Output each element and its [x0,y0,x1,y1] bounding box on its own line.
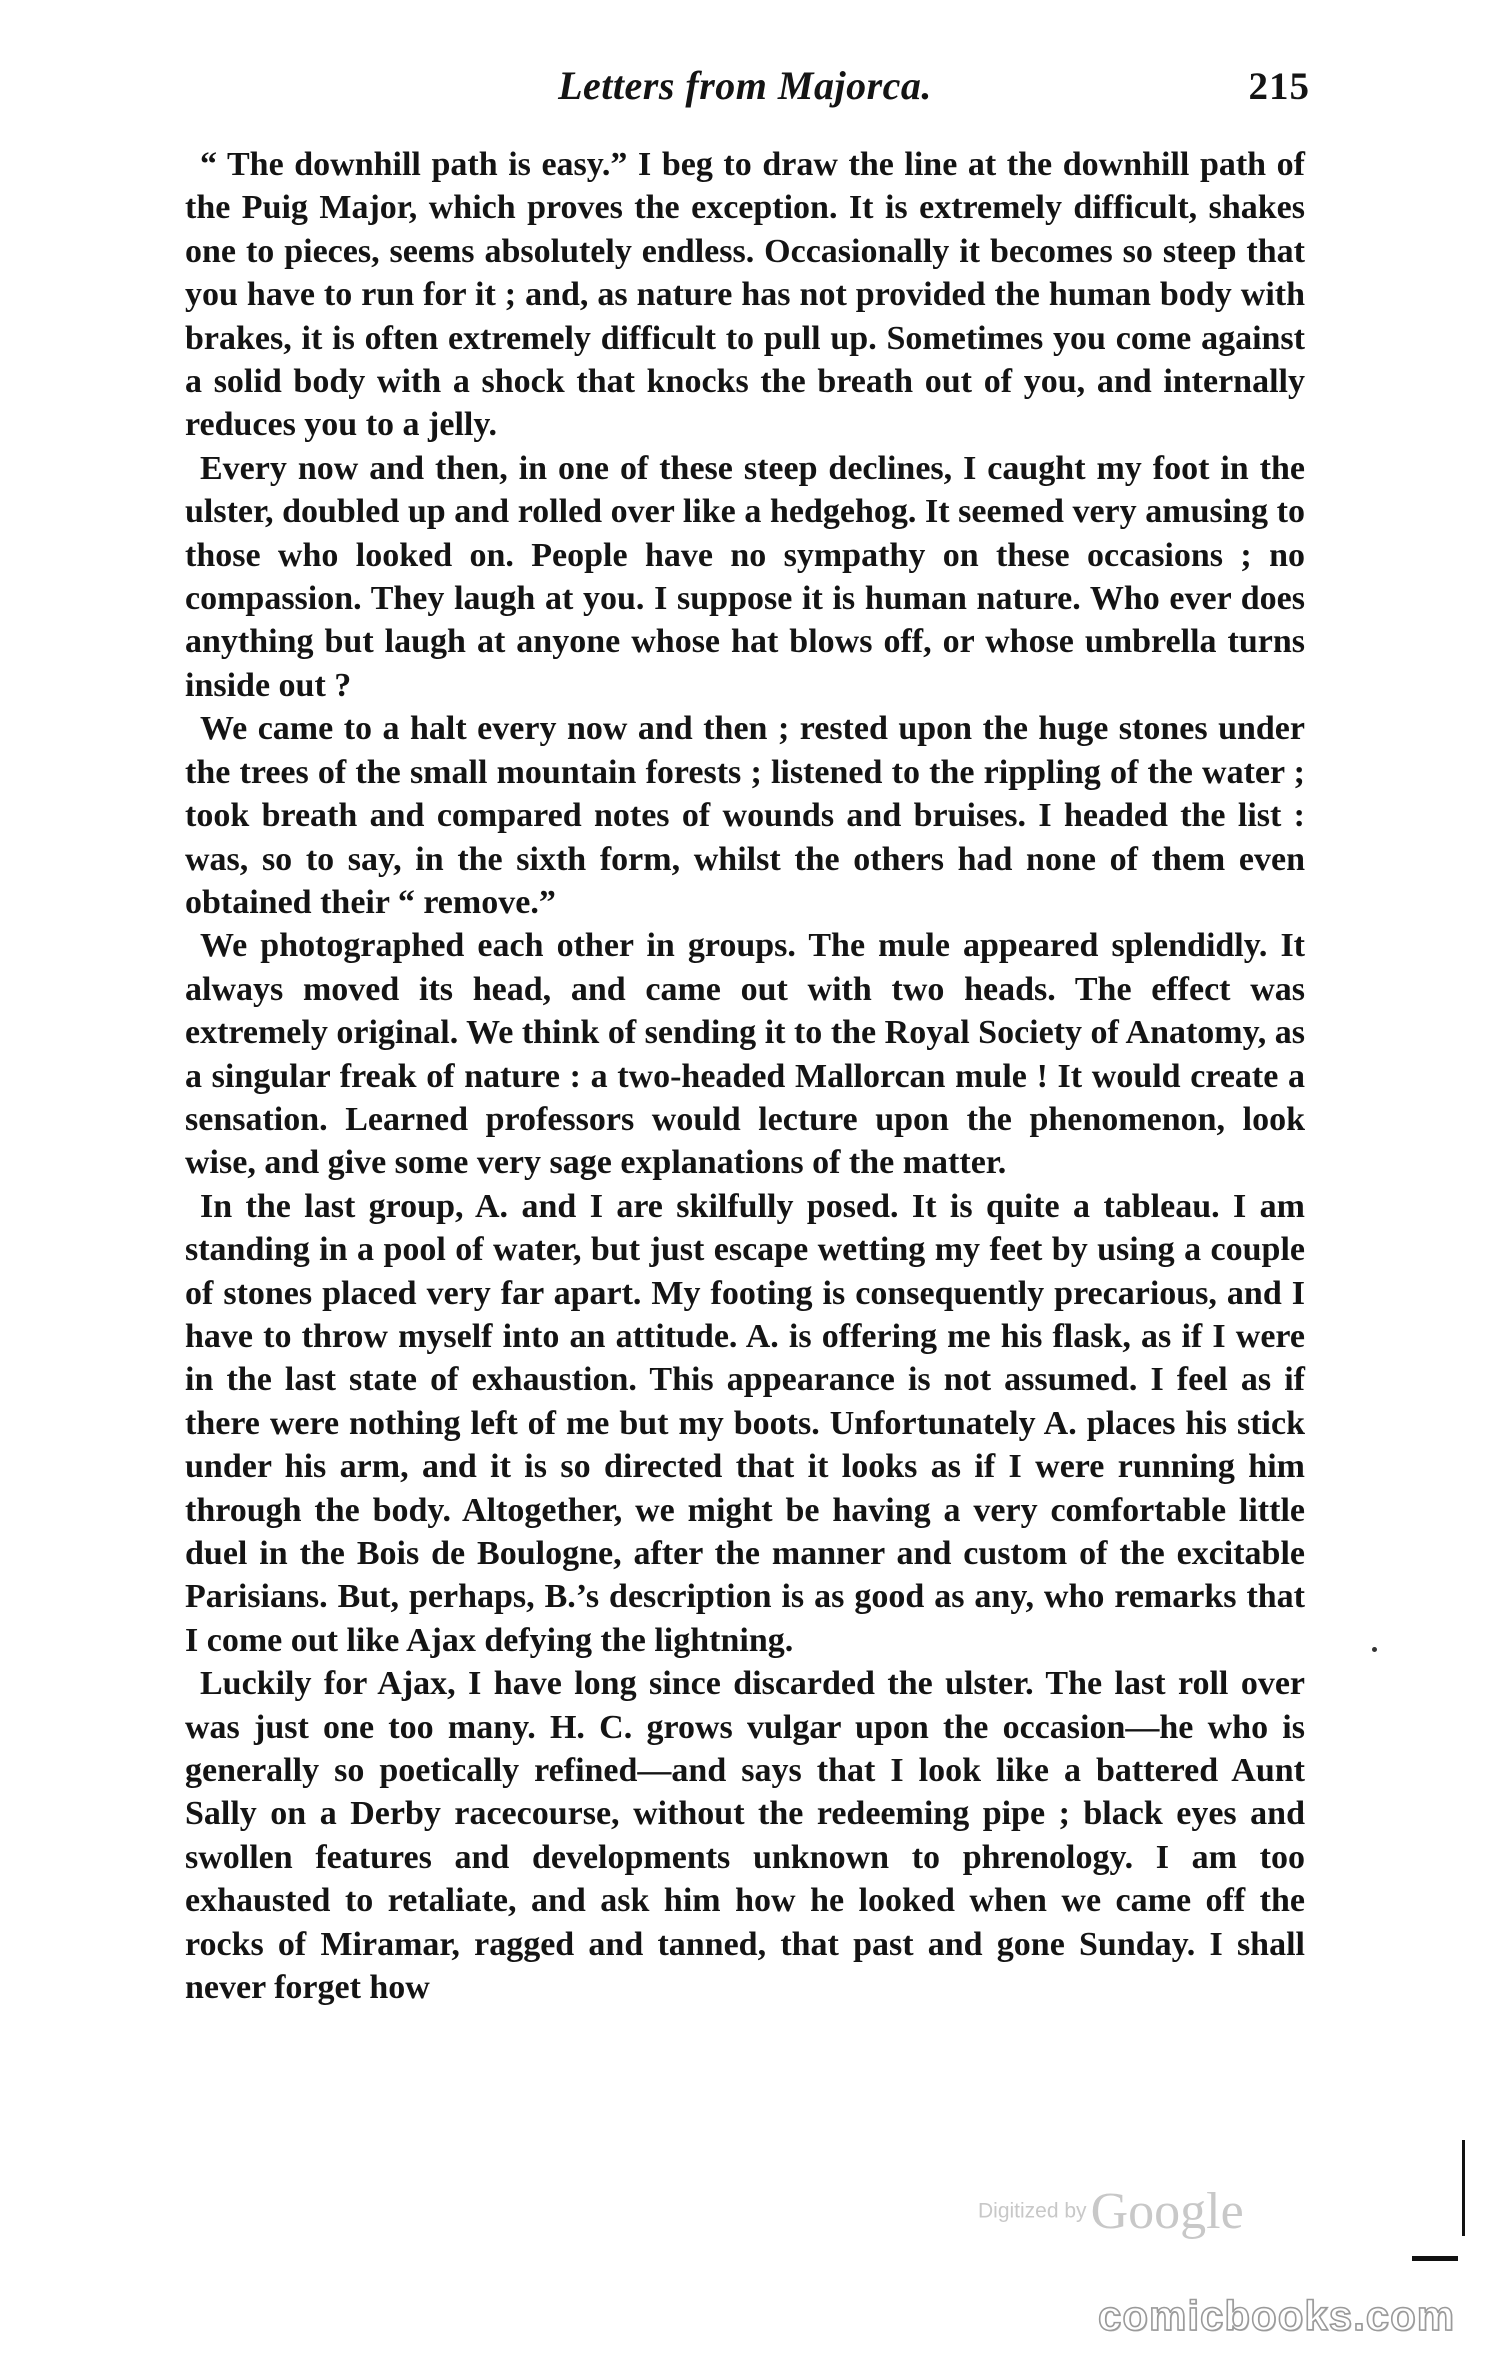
watermark-text: comicbooks.com [1098,2292,1456,2339]
paragraph: “ The downhill path is easy.” I beg to draw the line at the downhill path of the Puig Major, which proves the exception. It is extremely difficult, shakes one to pieces, seems absolutely endless. Occasionally it becomes so steep that you have to run for it ; and, as nature has not provided the human body with brakes, it is often extremely difficult to pull up. Sometimes you come against a solid body with a shock that knocks the breath out of you, and internally reduces you to a jelly. [185,146,1305,444]
paragraph: In the last group, A. and I are skilfully posed. It is quite a tableau. I am standing in a pool of water, but just escape wetting my feet by using a couple of stones placed very far apart. My footing is consequently precarious, and I have to throw myself into an attitude. A. is offering me his flask, as if I were in the last state of exhaustion. This appearance is not assumed. I feel as if there were nothing left of me but my boots. Unfortunately A. places his stick under his arm, and it is so directed that it looks as if I were running him through the body. Altogether, we might be having a very comfortable little duel in the Bois de Boulogne, after the manner and custom of the excitable Parisians. But, perhaps, B.’s description is as good as any, who remarks that I come out like Ajax defying the lightning. [185,1187,1305,1659]
paragraph: We photographed each other in groups. The mule appeared splendidly. It always moved its head, and came out with two heads. The effect was extremely original. We think of sending it to the Royal Society of Anatomy, as a singular freak of nature : a two-headed Mallorcan mule ! It would create a sensation. Learned professors would lecture upon the phenomenon, look wise, and give some very sage explanations of the matter. [185,927,1305,1182]
page-edge-mark [1462,2140,1465,2236]
paragraph: Every now and then, in one of these steep declines, I caught my foot in the ulster, doubled up and rolled over like a hedgehog. It seemed very amusing to those who looked on. People have no sympathy on these occasions ; no compassion. They laugh at you. I suppose it is human nature. Who ever does anything but laugh at anyone whose hat blows off, or whose umbrella turns inside out ? [185,449,1305,704]
page-edge-dash [1412,2256,1458,2261]
running-title: Letters from Majorca. [558,63,932,108]
paragraph: Luckily for Ajax, I have long since discarded the ulster. The last roll over was just one too many. H. C. grows vulgar upon the occasion—he who is generally so poetically refined—and says that I look like a battered Aunt Sally on a Derby racecourse, without the redeeming pipe ; black eyes and swollen features and developments unknown to phrenology. I am too exhausted to retaliate, and ask him how he looked when we came off the rocks of Miramar, ragged and tanned, that past and gone Sunday. I shall never forget how [185,1665,1305,2007]
paragraph: We came to a halt every now and then ; rested upon the huge stones under the trees of the small mountain forests ; listened to the rippling of the water ; took breath and compared notes of wounds and bruises. I headed the list : was, so to say, in the sixth form, whilst the others had none of them even obtained their “ remove.” [185,710,1305,921]
digitized-by-google-mark [978,2182,1244,2241]
page-number: 215 [1248,65,1310,108]
google-logo-text: Google [1090,2183,1244,2240]
digitized-by-label: Digitized by [978,2199,1087,2223]
page-header [180,62,1310,122]
stray-ink-dot [1372,1647,1377,1652]
body-text [185,143,1305,2009]
